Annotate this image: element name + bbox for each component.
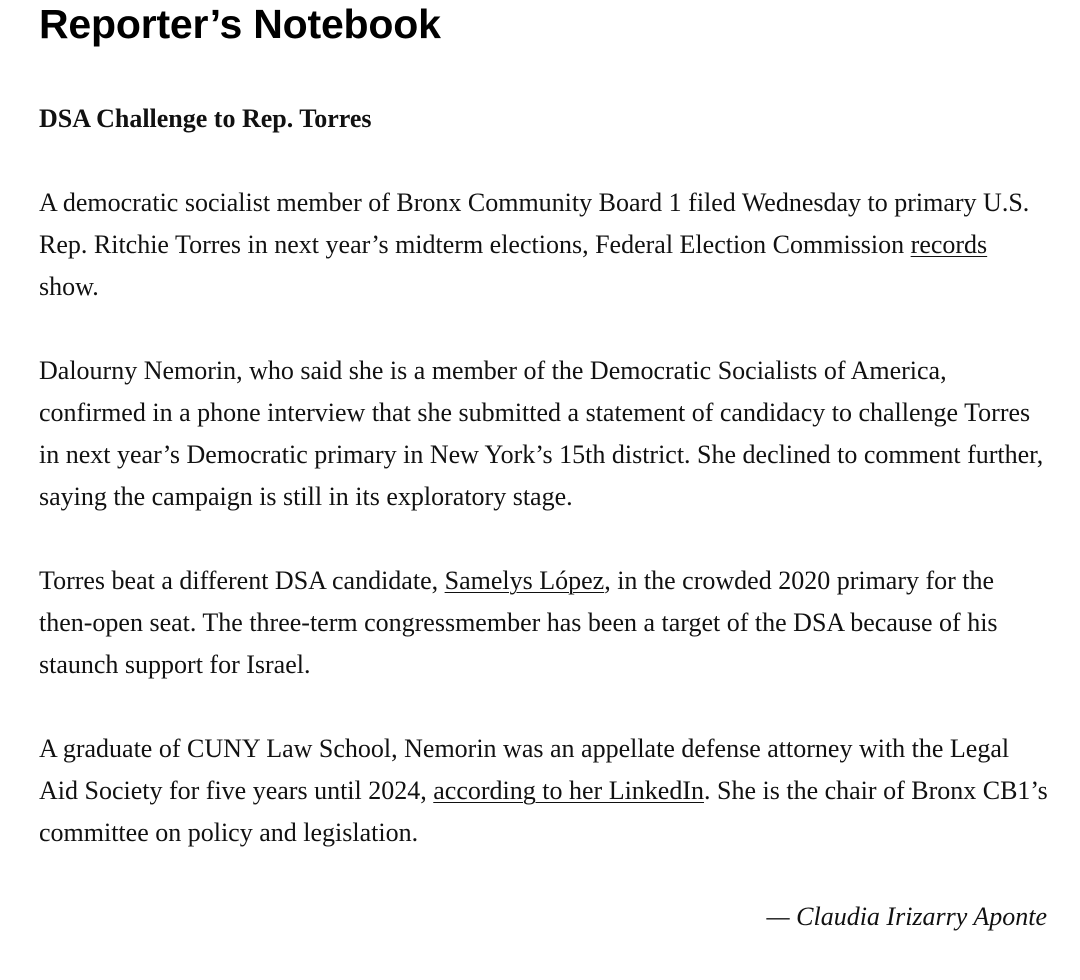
paragraph-4 (39, 728, 1051, 854)
paragraph-3-text-before: Torres beat a different DSA candidate, (39, 566, 445, 595)
paragraph-3-text-after: , in the crowded 2020 primary for the then-open seat. The three-term congressmember has been a target of the DSA because of his staunch support for Israel. (39, 566, 998, 679)
section-title: Reporter’s Notebook (39, 1, 441, 47)
paragraph-3 (39, 560, 1051, 686)
paragraph-4-text-after: . She is the chair of Bronx CB1’s committee on policy and legislation. (39, 776, 1048, 847)
paragraph-4-text-before: A graduate of CUNY Law School, Nemorin was an appellate defense attorney with the Legal Aid Society for five years until 2024, (39, 734, 1010, 805)
paragraph-1-text-before: A democratic socialist member of Bronx Community Board 1 filed Wednesday to primary U.S. Rep. Ritchie Torres in next year’s midterm elections, Federal Election Commission (39, 188, 1030, 259)
records-link[interactable]: records (910, 230, 988, 259)
article-container (39, 0, 1051, 938)
paragraph-1-text-after: show. (39, 272, 99, 301)
paragraph-1 (39, 182, 1051, 308)
linkedin-link[interactable]: according to her LinkedIn (433, 776, 704, 805)
paragraph-2: Dalourny Nemorin, who said she is a member of the Democratic Socialists of America, confirmed in a phone interview that she submitted a statement of candidacy to challenge Torres in next year’s Democratic primary in New York’s 15th district. She declined to comment further, saying the campaign is still in its exploratory stage. (39, 356, 1044, 511)
author-byline: — Claudia Irizarry Aponte (766, 902, 1047, 931)
article-headline: DSA Challenge to Rep. Torres (39, 104, 372, 133)
samelys-lopez-link[interactable]: Samelys López (444, 566, 605, 595)
